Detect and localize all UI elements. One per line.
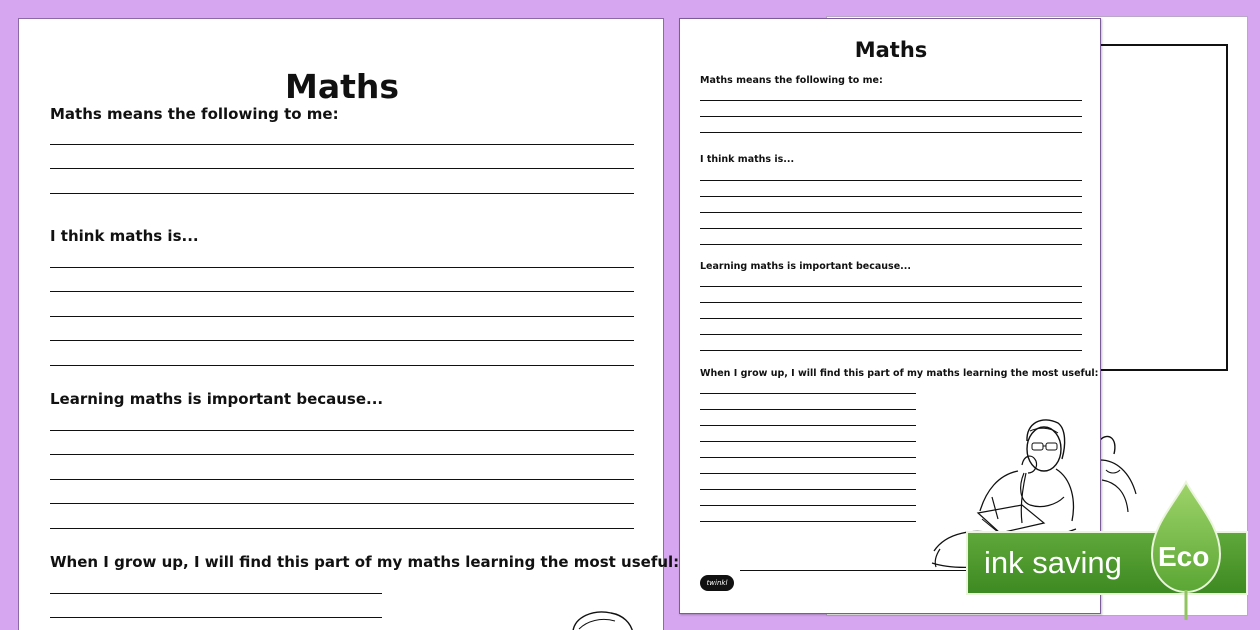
writing-line: [50, 593, 382, 594]
worksheet-page-small: [679, 18, 1101, 614]
back-page-frame: [1100, 44, 1228, 371]
writing-line: [700, 393, 916, 394]
writing-line: [700, 350, 1082, 351]
writing-line: [700, 489, 916, 490]
writing-line: [700, 441, 916, 442]
writing-line: [50, 430, 634, 431]
writing-line: [50, 365, 634, 366]
twinkl-logo: twinkl: [700, 575, 734, 591]
writing-line: [700, 457, 916, 458]
writing-line: [50, 340, 634, 341]
writing-line: [700, 318, 1082, 319]
writing-line: [700, 473, 916, 474]
ink-saving-label: ink saving: [984, 545, 1122, 580]
writing-line: [50, 193, 634, 194]
prompt-important: Learning maths is important because...: [50, 390, 384, 408]
prompt-think: I think maths is...: [50, 227, 199, 245]
writing-line: [50, 528, 634, 529]
writing-line: [700, 116, 1082, 117]
writing-line: [50, 503, 634, 504]
writing-line: [50, 267, 634, 268]
worksheet-title: Maths: [854, 38, 928, 62]
student-illustration: [567, 607, 637, 630]
writing-line: [700, 505, 916, 506]
writing-line: [700, 425, 916, 426]
writing-line: [50, 454, 634, 455]
writing-line: [700, 100, 1082, 101]
writing-line: [700, 196, 1082, 197]
prompt-important: Learning maths is important because...: [700, 261, 911, 272]
writing-line: [700, 180, 1082, 181]
writing-line: [50, 316, 634, 317]
worksheet-page-large: [18, 18, 680, 630]
prompt-meaning: Maths means the following to me:: [700, 75, 883, 86]
writing-line: [50, 617, 382, 618]
writing-line: [50, 168, 634, 169]
writing-line: [700, 212, 1082, 213]
prompt-meaning: Maths means the following to me:: [50, 105, 339, 123]
writing-line: [700, 132, 1082, 133]
eco-label: Eco: [1158, 541, 1210, 572]
writing-line: [700, 286, 1082, 287]
writing-line: [700, 521, 916, 522]
writing-line: [700, 244, 1082, 245]
writing-line: [700, 228, 1082, 229]
prompt-grow-up: When I grow up, I will find this part of my maths learning the most useful:: [50, 553, 680, 571]
writing-line: [700, 334, 1082, 335]
writing-line: [700, 302, 1082, 303]
writing-line: [50, 144, 634, 145]
footer-rule: [740, 570, 1004, 571]
writing-line: [700, 409, 916, 410]
prompt-grow-up: When I grow up, I will find this part of my maths learning the most useful:: [700, 368, 1099, 379]
writing-line: [50, 479, 634, 480]
worksheet-title: Maths: [284, 67, 400, 106]
prompt-think: I think maths is...: [700, 154, 795, 165]
writing-line: [50, 291, 634, 292]
